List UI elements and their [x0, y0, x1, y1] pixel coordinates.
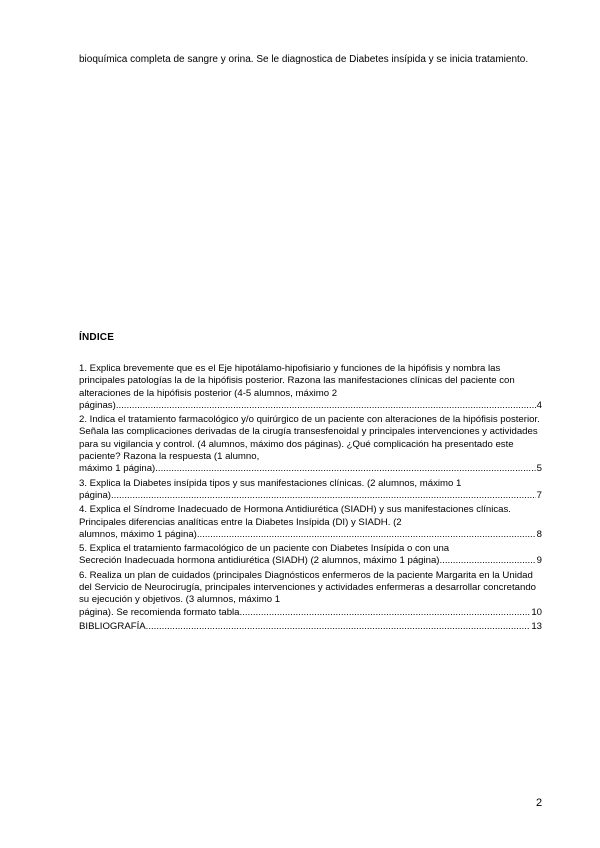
toc-entry-text: 3. Explica la Diabetes insípida tipos y sus manifestaciones clínicas. (2 alumnos, máximo 1: [79, 477, 462, 489]
toc-entry-last-line: máximo 1 página): [79, 463, 156, 475]
toc-page-number: 5: [536, 463, 542, 475]
toc-entry-last-line: página). Se recomienda formato tabla: [79, 606, 240, 618]
toc-entry-text: 2. Indica el tratamiento farmacológico y/o quirúrgico de un paciente con alteraciones de la hipófisis posterior. Señala las complicaciones derivadas de la cirugía transesfenoidal y principales intervenciones y actividades para su vigilancia y control. (4 alumnos, máximo dos páginas). ¿Qué complicación ha presentado este paciente? Razona la respuesta (1 alumno,: [79, 414, 540, 463]
dot-leader: [240, 607, 531, 619]
index-heading: ÍNDICE: [79, 332, 115, 343]
toc-page-number: 13: [531, 620, 542, 632]
dot-leader: [439, 555, 535, 567]
toc-entry-bibliografia[interactable]: [79, 621, 542, 633]
toc-page-number: 9: [536, 555, 542, 567]
toc-entry-last-line: páginas): [79, 399, 116, 411]
toc-entry-text: 4. Explica el Síndrome Inadecuado de Hormona Antidiurética (SIADH) y sus manifestaciones clínicas. Principales diferencias analíticas entre la Diabetes Insípida (DI) y SIADH. (2: [79, 504, 511, 528]
toc-page-number: 8: [536, 528, 542, 540]
dot-leader: [146, 621, 531, 633]
dot-leader: [155, 463, 535, 475]
toc-entry-last-line: Secreción Inadecuada hormona antidiurética (SIADH) (2 alumnos, máximo 1 página): [79, 555, 440, 567]
toc-entry-4[interactable]: [79, 504, 542, 541]
intro-paragraph: bioquímica completa de sangre y orina. Se le diagnostica de Diabetes insípida y se inicia tratamiento.: [79, 54, 529, 65]
toc-entry-last-line: alumnos, máximo 1 página): [79, 528, 197, 540]
dot-leader: [116, 400, 536, 412]
toc-entry-6[interactable]: [79, 570, 542, 619]
toc-entry-text: 6. Realiza un plan de cuidados (principales Diagnósticos enfermeros de la paciente Margarita en la Unidad del Servicio de Neurocirugía, principales intervenciones y actividades enfermeras a desarrollar concretando su ejecución y objetivos. (3 alumnos, máximo 1: [79, 569, 537, 606]
toc-page-number: 7: [536, 489, 542, 501]
toc-entry-2[interactable]: [79, 414, 542, 475]
toc-entry-last-line: BIBLIOGRAFÍA: [79, 620, 146, 632]
dot-leader: [111, 490, 536, 502]
toc-entry-1[interactable]: [79, 363, 542, 412]
toc-entry-3[interactable]: [79, 478, 542, 503]
toc-page-number: 4: [536, 399, 542, 411]
table-of-contents: [79, 363, 542, 635]
toc-entry-text: 1. Explica brevemente que es el Eje hipotálamo-hipofisiario y funciones de la hipófisis y nombra las principales patologías la de la hipófisis posterior. Razona las manifestaciones clínicas del paciente con alteraciones de la hipófisis posterior (4-5 alumnos, máximo 2: [79, 363, 515, 399]
toc-entry-5[interactable]: [79, 543, 542, 568]
page-number: 2: [536, 797, 543, 809]
toc-entry-text: 5. Explica el tratamiento farmacológico de un paciente con Diabetes Insípida o con una: [79, 543, 450, 555]
toc-page-number: 10: [531, 606, 542, 618]
toc-entry-last-line: página): [79, 489, 112, 501]
dot-leader: [197, 529, 536, 541]
